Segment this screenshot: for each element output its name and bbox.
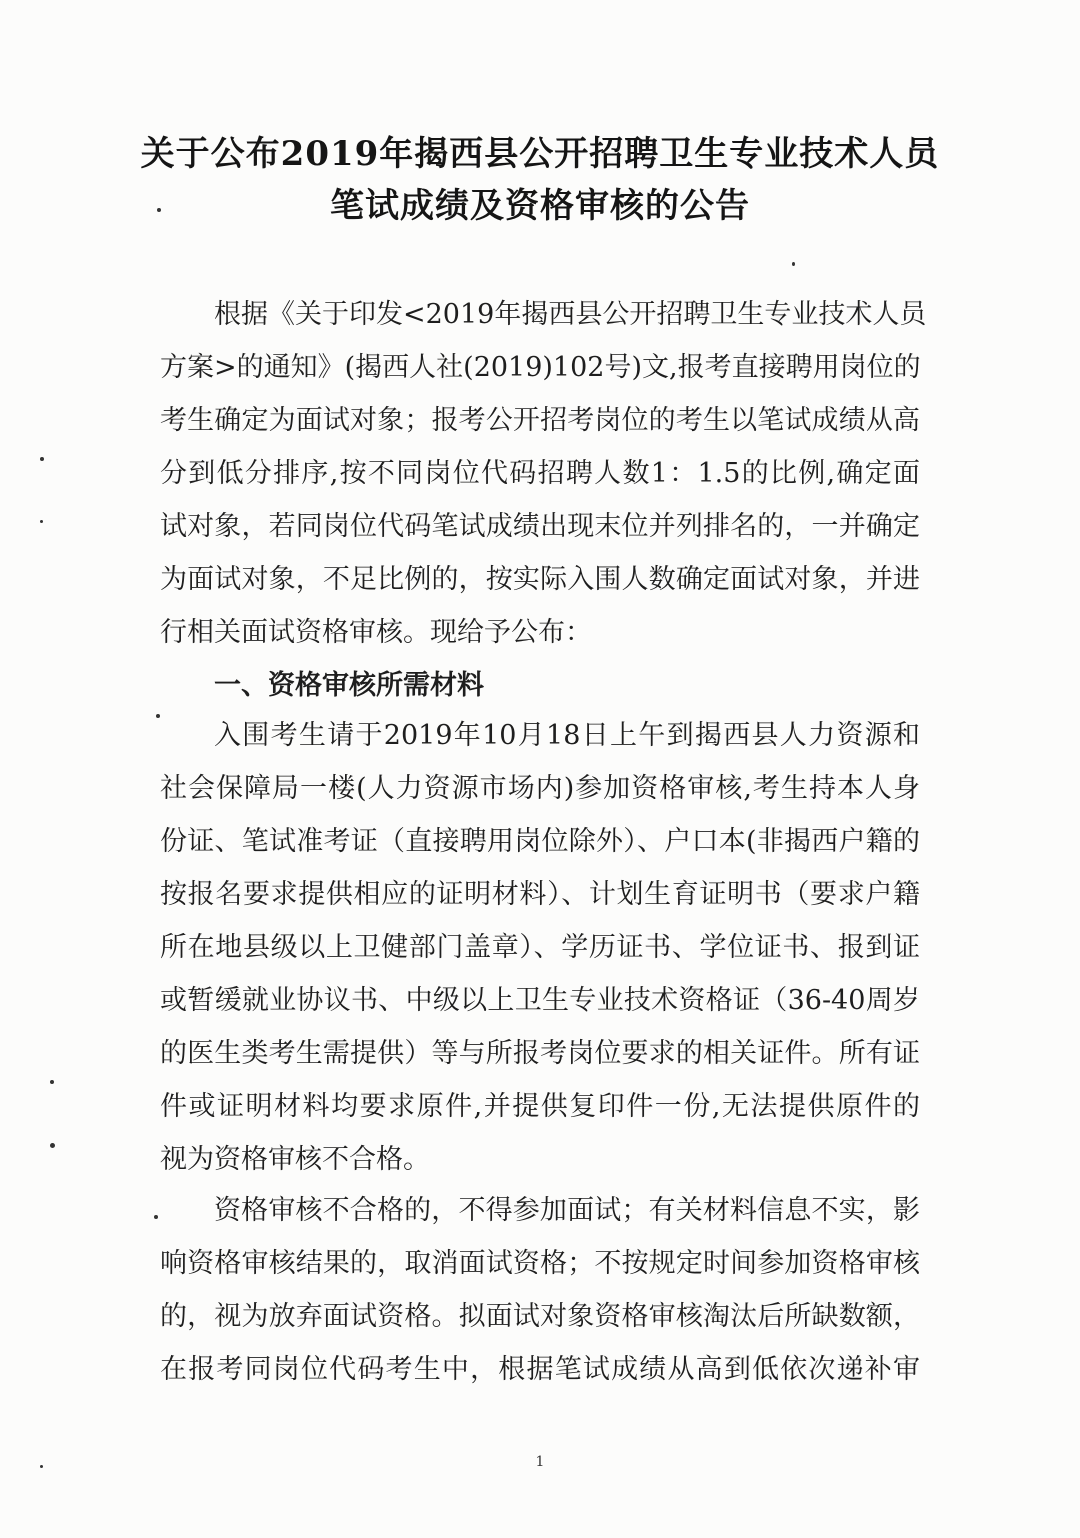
paragraph-line: 社会保障局一楼(人力资源市场内)参加资格审核,考生持本人身 — [160, 773, 920, 804]
scan-speck — [50, 1143, 55, 1148]
paragraph-line: 件或证明材料均要求原件,并提供复印件一份,无法提供原件的 — [160, 1091, 920, 1122]
paragraph-line: 在报考同岗位代码考生中，根据笔试成绩从高到低依次递补审 — [160, 1354, 920, 1385]
paragraph-line: 为面试对象，不足比例的，按实际入围人数确定面试对象，并进 — [160, 564, 920, 595]
paragraph-line: 根据《关于印发<2019年揭西县公开招聘卫生专业技术人员 — [214, 299, 927, 330]
scan-speck — [792, 262, 795, 266]
scan-speck — [40, 1465, 43, 1468]
paragraph-line: 响资格审核结果的，取消面试资格；不按规定时间参加资格审核 — [160, 1248, 920, 1279]
paragraph-line: 入围考生请于2019年10月18日上午到揭西县人力资源和 — [214, 720, 920, 751]
paragraph-line: 按报名要求提供相应的证明材料）、计划生育证明书（要求户籍 — [160, 879, 920, 910]
paragraph-line: 视为资格审核不合格。 — [160, 1144, 430, 1175]
paragraph-line: 分到低分排序,按不同岗位代码招聘人数1：1.5的比例,确定面 — [160, 458, 920, 489]
scan-speck — [156, 714, 160, 718]
paragraph-line: 试对象，若同岗位代码笔试成绩出现末位并列排名的，一并确定 — [160, 511, 920, 542]
document-title-line-2: 笔试成绩及资格审核的公告 — [330, 186, 750, 226]
paragraph-line: 所在地县级以上卫健部门盖章）、学历证书、学位证书、报到证 — [160, 932, 920, 963]
paragraph-line: 行相关面试资格审核。现给予公布： — [160, 617, 592, 648]
scan-speck — [157, 208, 161, 212]
document-title-line-1: 关于公布2019年揭西县公开招聘卫生专业技术人员 — [140, 134, 940, 174]
paragraph-line: 考生确定为面试对象；报考公开招考岗位的考生以笔试成绩从高 — [160, 405, 920, 436]
paragraph-line: 或暂缓就业协议书、中级以上卫生专业技术资格证（36-40周岁 — [160, 985, 920, 1016]
scan-speck — [154, 1215, 158, 1219]
scan-speck — [40, 457, 44, 461]
paragraph-line: 的，视为放弃面试资格。拟面试对象资格审核淘汰后所缺数额， — [160, 1301, 920, 1332]
paragraph-line: 份证、笔试准考证（直接聘用岗位除外）、户口本(非揭西户籍的 — [160, 826, 920, 857]
scan-speck — [40, 520, 43, 523]
paragraph-line: 的医生类考生需提供）等与所报考岗位要求的相关证件。所有证 — [160, 1038, 920, 1069]
paragraph-line: 资格审核不合格的，不得参加面试；有关材料信息不实，影 — [214, 1195, 920, 1226]
paragraph-line: 方案>的通知》(揭西人社(2019)102号)文,报考直接聘用岗位的 — [160, 352, 921, 383]
scan-speck — [50, 1080, 54, 1084]
section-heading: 一、资格审核所需材料 — [214, 670, 484, 701]
page-number: 1 — [535, 1454, 545, 1470]
